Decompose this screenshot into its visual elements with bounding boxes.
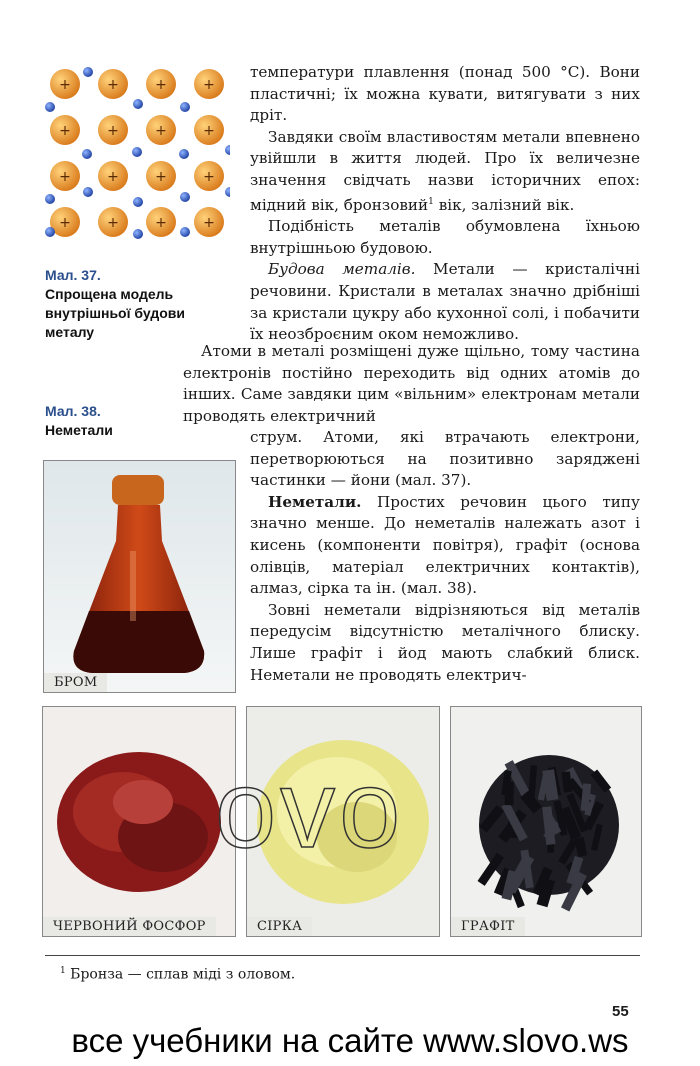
ion-charge-icon: + — [203, 77, 215, 93]
graphite-photo — [450, 706, 642, 937]
ion-charge-icon: + — [59, 169, 71, 185]
ion-charge-icon: + — [155, 169, 167, 185]
bromine-label: БРОМ — [44, 673, 107, 692]
ion-charge-icon: + — [107, 123, 119, 139]
electron — [180, 192, 190, 202]
ion-charge-icon: + — [59, 123, 71, 139]
footnote-ref: 1 — [428, 196, 434, 207]
ion-charge-icon: + — [203, 169, 215, 185]
watermark-text: ovo — [215, 765, 405, 855]
ion-charge-icon: + — [107, 215, 119, 231]
electron — [45, 102, 55, 112]
page-number: 55 — [612, 1003, 629, 1020]
footnote-text: Бронза — сплав міді з оловом. — [65, 966, 296, 983]
ion-charge-icon: + — [107, 169, 119, 185]
electron — [179, 149, 189, 159]
electron — [133, 229, 143, 239]
ion-charge-icon: + — [155, 123, 167, 139]
paragraph-6 — [250, 492, 640, 600]
paragraph-2-text: Завдяки своїм властивостям метали впевнено увійшли в життя людей. Про їх величезне значення свідчать назви історичних епох: мідний вік, бронзовий — [250, 127, 640, 214]
figure-38-text: Неметали — [45, 422, 113, 438]
paragraph-3: Подібність металів обумовлена їхньою внутрішньою будовою. — [250, 217, 640, 257]
text-column-upper — [250, 62, 640, 346]
sulfur-photo — [246, 706, 440, 937]
site-banner: все учебники на сайте www.slovo.ws — [71, 1022, 629, 1059]
electron — [83, 187, 93, 197]
electron — [45, 194, 55, 204]
red-phosphorus-label: ЧЕРВОНИЙ ФОСФОР — [43, 917, 216, 936]
figure-37-caption — [45, 266, 195, 342]
paragraph-1: температури плавлення (понад 500 °С). Вони пластичні; їх можна кувати, витягувати з них дріт. — [250, 63, 640, 125]
paragraph-2-end: вік, залізний вік. — [433, 195, 575, 214]
text-column-wide — [183, 341, 640, 427]
electron — [82, 149, 92, 159]
metal-lattice-model — [40, 62, 230, 242]
electron — [225, 145, 230, 155]
ion-charge-icon: + — [59, 77, 71, 93]
graphite-label: ГРАФІТ — [451, 917, 525, 936]
ion-charge-icon: + — [59, 215, 71, 231]
paragraph-2 — [250, 127, 640, 216]
electron — [83, 67, 93, 77]
ion-charge-icon: + — [107, 77, 119, 93]
paragraph-5b: струм. Атоми, які втрачають електрони, перетворюються на позитивно заряджені частинки — йони (мал. 37). — [250, 428, 640, 490]
figure-37-text: Спрощена модель внутрішньої будови металу — [45, 286, 185, 340]
ion-charge-icon: + — [203, 215, 215, 231]
electron — [133, 99, 143, 109]
paragraph-6-lead: Неметали. — [268, 492, 362, 511]
red-phosphorus-photo — [42, 706, 236, 937]
red-phosphorus-pile-icon — [43, 707, 235, 936]
graphite-pile-icon — [451, 707, 641, 936]
paragraph-6-text: Простих речовин цього типу значно менше. До неметалів належать азот і кисень (компоненти повітря), графіт (основа олівців, матеріал електричних контактів), алмаз, сірка та ін. (мал. 38). — [250, 492, 640, 598]
sulfur-pile-icon — [247, 707, 439, 936]
electron — [180, 102, 190, 112]
footnote-mark: 1 — [60, 966, 66, 976]
figure-38-caption — [45, 402, 195, 440]
ion-charge-icon: + — [155, 215, 167, 231]
graphite-piece — [505, 782, 514, 806]
ion-charge-icon: + — [203, 123, 215, 139]
text-column-lower — [250, 427, 640, 686]
paragraph-7: Зовні неметали відрізняються від металів передусім відсутністю металічного блиску. Лише графіт і йод мають слабкий блиск. Неметали не проводять електрич- — [250, 600, 640, 684]
paragraph-5a: Атоми в металі розміщені дуже щільно, тому частина електронів постійно переходить від одних атомів до інших. Саме завдяки цим «вільним» електронам метали проводять електричний — [183, 342, 640, 425]
figure-37-number: Мал. 37. — [45, 267, 101, 283]
footnote-divider — [45, 955, 640, 956]
sulfur-label: СІРКА — [247, 917, 312, 936]
electron — [132, 147, 142, 157]
paragraph-4-lead: Будова металів. — [268, 260, 416, 279]
electron — [45, 227, 55, 237]
bromine-photo — [43, 460, 236, 693]
footnote — [60, 966, 295, 983]
figure-38-number: Мал. 38. — [45, 403, 101, 419]
bromine-flask-icon — [44, 461, 235, 692]
electron — [180, 227, 190, 237]
paragraph-4 — [250, 259, 640, 345]
electron — [225, 187, 230, 197]
electron — [133, 197, 143, 207]
ion-charge-icon: + — [155, 77, 167, 93]
paragraph-4-text: Метали — кристалічні речовини. Кристали в металах значно дрібніші за кристали цукру або кухонної солі, і побачити їх неозброєним оком неможливо. — [250, 260, 640, 344]
